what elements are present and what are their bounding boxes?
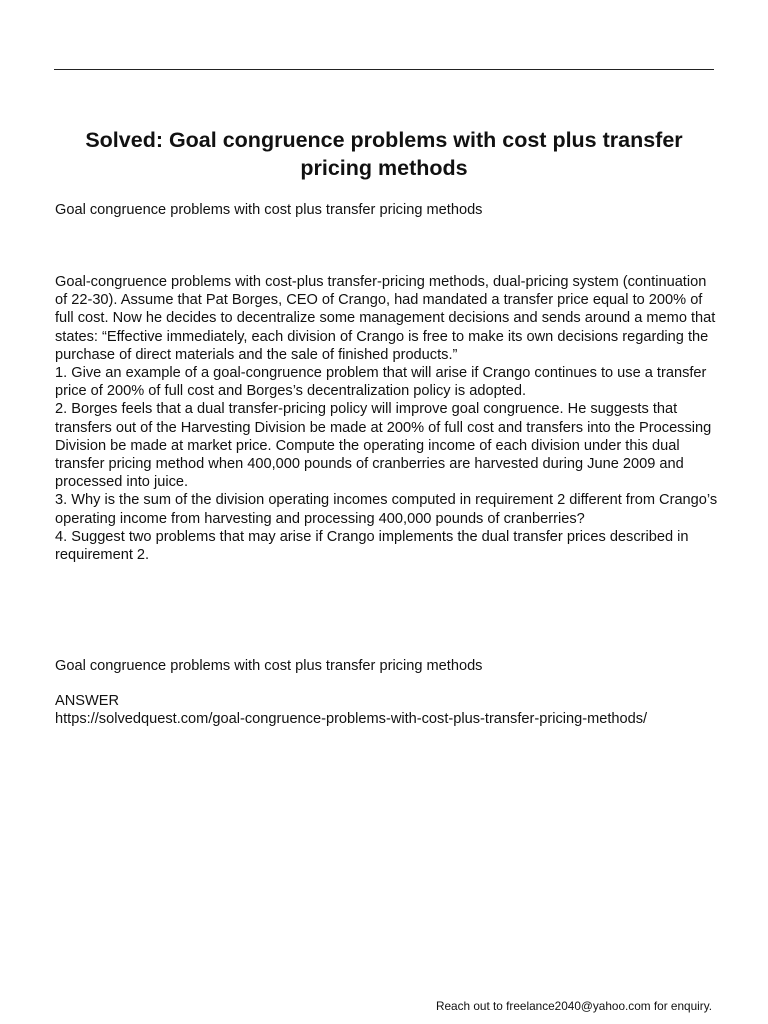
answer-label: ANSWER <box>55 693 120 709</box>
question-body <box>55 273 719 564</box>
subtitle: Goal congruence problems with cost plus transfer pricing methods <box>55 202 483 218</box>
answer-link[interactable]: https://solvedquest.com/goal-congruence-problems-with-cost-plus-transfer-pricing-methods/ <box>55 711 648 727</box>
requirement-2: 2. Borges feels that a dual transfer-pricing policy will improve goal congruence. He suggests that transfers out of the Harvesting Division be made at 200% of full cost and transfers into the Processing Division be made at market price. Compute the operating income of each division under this dual transfer pricing method when 400,000 pounds of cranberries are harvested during June 2009 and processed into juice. <box>55 401 712 491</box>
page-title: Solved: Goal congruence problems with cost plus transfer pricing methods <box>85 128 683 180</box>
requirement-4: 4. Suggest two problems that may arise if Crango implements the dual transfer prices described in requirement 2. <box>55 528 689 564</box>
repeat-title: Goal congruence problems with cost plus transfer pricing methods <box>55 658 483 674</box>
requirement-1: 1. Give an example of a goal-congruence problem that will arise if Crango continues to use a transfer price of 200% of full cost and Borges’s decentralization policy is adopted. <box>55 365 707 400</box>
footer-contact: Reach out to freelance2040@yahoo.com for enquiry. <box>435 999 712 1013</box>
header-rule <box>54 69 714 70</box>
intro-paragraph: Goal-congruence problems with cost-plus transfer-pricing methods, dual-pricing system (continuation of 22-30). Assume that Pat Borges, CEO of Crango, had mandated a transfer price equal to 200% of full cost. Now he decides to decentralize some management decisions and sends around a memo that states: “Effective immediately, each division of Crango is free to make its own decisions regarding the purchase of direct materials and the sale of finished products.” <box>55 274 716 363</box>
requirement-3: 3. Why is the sum of the division operating incomes computed in requirement 2 different from Crango’s operating income from harvesting and processing 400,000 pounds of cranberries? <box>55 492 718 527</box>
